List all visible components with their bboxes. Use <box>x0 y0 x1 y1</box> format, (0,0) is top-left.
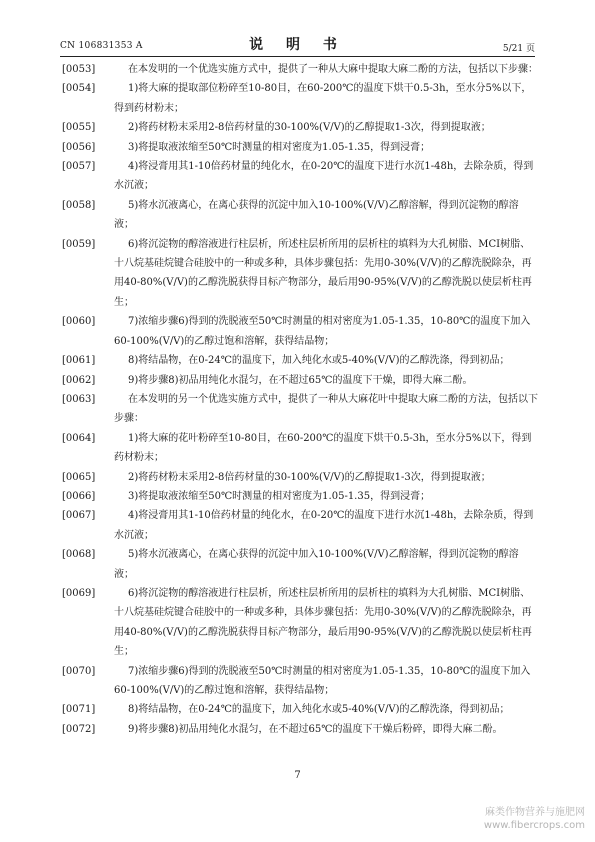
document-title: 说 明 书 <box>249 37 346 53</box>
paragraph <box>62 700 538 719</box>
paragraph <box>62 468 538 487</box>
paragraph <box>62 506 538 545</box>
patent-number: CN 106831353 A <box>60 41 143 51</box>
paragraph-number: [0056] <box>62 141 96 153</box>
paragraph <box>62 662 538 701</box>
header-divider <box>60 56 535 57</box>
paragraph-text: 9)将步骤8)初品用纯化水混匀，在不超过65℃的温度下干燥后粉碎，即得大麻二酚。 <box>108 723 503 735</box>
paragraph-text: 7)浓缩步骤6)得到的洗脱液至50℃时测量的相对密度为1.05-1.35，10-80℃的温度下加入60-100%(V/V)的乙醇过饱和溶解，获得结晶物； <box>108 316 531 347</box>
paragraph <box>62 138 538 157</box>
paragraph-number: [0058] <box>62 199 96 211</box>
paragraph <box>62 720 538 739</box>
paragraph-number: [0061] <box>62 355 96 367</box>
paragraph-text: 8)将结晶物，在0-24℃的温度下，加入纯化水或5-40%(V/V)的乙醇洗涤，得到初品； <box>108 704 510 716</box>
paragraph <box>62 487 538 506</box>
paragraph <box>62 60 538 79</box>
paragraph-text: 6)将沉淀物的醇溶液进行柱层析，所述柱层析所用的层析柱的填料为大孔树脂、MCI树脂、十八烷基硅烷键合硅胶中的一种或多种，具体步骤包括：先用0-30%(V/V)的乙醇洗脱除杂，再用40-80%(V/V)的乙醇洗脱获得目标产物部分，最后用90-95%(V/V)的乙醇洗脱以使层析柱再生； <box>108 587 532 658</box>
paragraph-number: [0065] <box>62 471 96 483</box>
paragraph-number: [0063] <box>62 393 96 405</box>
paragraph-text: 在本发明的另一个优选实施方式中，提供了一种从大麻花叶中提取大麻二酚的方法，包括以下步骤： <box>108 393 538 425</box>
paragraph-number: [0060] <box>62 316 96 328</box>
paragraph-text: 8)将结晶物，在0-24℃的温度下，加入纯化水或5-40%(V/V)的乙醇洗涤，得到初品； <box>108 355 510 367</box>
paragraph-text: 5)将水沉液离心，在离心获得的沉淀中加入10-100%(V/V)乙醇溶解，得到沉淀物的醇溶液； <box>108 549 519 580</box>
paragraph-text: 2)将药材粉末采用2-8倍药材量的30-100%(V/V)的乙醇提取1-3次，得到提取液； <box>108 122 491 134</box>
paragraph-text: 2)将药材粉末采用2-8倍药材量的30-100%(V/V)的乙醇提取1-3次，得到提取液； <box>108 471 491 483</box>
paragraph-number: [0053] <box>62 64 96 75</box>
paragraph-number: [0067] <box>62 510 96 522</box>
page-indicator: 5/21 页 <box>502 44 535 54</box>
paragraph <box>62 157 538 196</box>
paragraph-number: [0069] <box>62 587 96 599</box>
paragraph-text: 7)浓缩步骤6)得到的洗脱液至50℃时测量的相对密度为1.05-1.35，10-80℃的温度下加入60-100%(V/V)的乙醇过饱和溶解，获得结晶物； <box>108 665 531 696</box>
paragraph <box>62 371 538 390</box>
document-body <box>62 60 538 739</box>
paragraph-number: [0057] <box>62 161 96 173</box>
paragraph-number: [0070] <box>62 665 96 677</box>
paragraph-number: [0064] <box>62 432 96 444</box>
paragraph <box>62 351 538 370</box>
paragraph <box>62 584 538 662</box>
paragraph <box>62 545 538 584</box>
paragraph-number: [0059] <box>62 238 96 250</box>
paragraph <box>62 118 538 137</box>
paragraph <box>62 196 538 235</box>
paragraph-text: 6)将沉淀物的醇溶液进行柱层析，所述柱层析所用的层析柱的填料为大孔树脂、MCI树脂、十八烷基硅烷键合硅胶中的一种或多种，具体步骤包括：先用0-30%(V/V)的乙醇洗脱除杂，再用40-80%(V/V)的乙醇洗脱获得目标产物部分，最后用90-95%(V/V)的乙醇洗脱以使层析柱再生； <box>108 238 532 308</box>
paragraph <box>62 390 538 429</box>
paragraph <box>62 312 538 351</box>
paragraph-text: 4)将浸膏用其1-10倍药材量的纯化水，在0-20℃的温度下进行水沉1-48h，去除杂质，得到水沉液； <box>108 161 534 192</box>
paragraph-number: [0066] <box>62 490 96 502</box>
paragraph-number: [0054] <box>62 83 96 95</box>
watermark-line-2: www.fibercrops.com <box>483 820 585 831</box>
watermark <box>484 806 585 832</box>
paragraph-text: 1)将大麻的提取部位粉碎至10-80目，在60-200℃的温度下烘干0.5-3h，至水分5%以下，得到药材粉末； <box>108 83 532 114</box>
paragraph-number: [0062] <box>62 374 96 386</box>
paragraph-number: [0055] <box>62 122 96 134</box>
paragraph-text: 3)将提取液浓缩至50℃时测量的相对密度为1.05-1.35，得到浸膏； <box>108 490 431 502</box>
paragraph-text: 5)将水沉液离心，在离心获得的沉淀中加入10-100%(V/V)乙醇溶解，得到沉淀物的醇溶液； <box>108 199 519 231</box>
paragraph <box>62 429 538 468</box>
paragraph-number: [0068] <box>62 549 96 561</box>
page-number: 7 <box>294 770 301 781</box>
paragraph <box>62 235 538 313</box>
watermark-line-1: 麻类作物营养与施肥网 <box>485 807 585 818</box>
paragraph-text: 4)将浸膏用其1-10倍药材量的纯化水，在0-20℃的温度下进行水沉1-48h，去除杂质，得到水沉液； <box>108 510 534 541</box>
paragraph <box>62 79 538 118</box>
paragraph-text: 9)将步骤8)初品用纯化水混匀，在不超过65℃的温度下干燥，即得大麻二酚。 <box>108 374 473 386</box>
paragraph-text: 1)将大麻的花叶粉碎至10-80目，在60-200℃的温度下烘干0.5-3h，至水分5%以下，得到药材粉末； <box>108 432 532 464</box>
paragraph-text: 在本发明的一个优选实施方式中，提供了一种从大麻中提取大麻二酚的方法，包括以下步骤： <box>108 64 538 75</box>
paragraph-text: 3)将提取液浓缩至50℃时测量的相对密度为1.05-1.35，得到浸膏； <box>108 141 431 153</box>
paragraph-number: [0071] <box>62 704 96 716</box>
paragraph-number: [0072] <box>62 723 96 735</box>
